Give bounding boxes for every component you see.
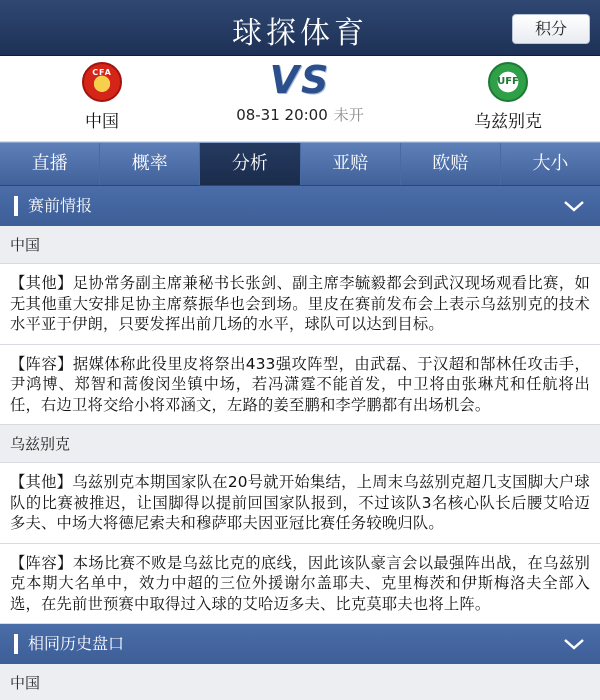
section-header-history[interactable] [0,624,600,664]
intel-paragraph [0,463,600,544]
away-team-logo [488,62,528,102]
home-logo-text: CFA [92,68,112,77]
away-logo-text: UFF [497,76,519,87]
intel-paragraph [0,345,600,426]
intel-paragraph [0,544,600,625]
match-status: 未开 [333,106,364,124]
tab-bar [0,142,600,186]
section-header-prematch[interactable] [0,186,600,226]
vs-block [210,58,390,125]
intel-text: 足协常务副主席兼秘书长张剑、副主席李毓毅都会到武汉现场观看比赛，如无其他重大安排足协主席蔡振华也会到场。里皮在赛前发布会上表示乌兹别克的技术水平亚于伊朗，只要发挥出前几场的水平，球队可以达到目标。 [10,274,590,333]
intel-tag: 【阵容】 [10,354,73,373]
intel-tag: 【其他】 [10,473,73,491]
team-label-home: 中国 [0,226,600,264]
tab-euro-odds[interactable]: 欧赔 [401,143,501,185]
tab-asian-odds[interactable]: 亚赔 [301,143,401,185]
section-title: 赛前情报 [28,196,93,215]
match-header [0,56,600,142]
team-label-home: 中国 [0,664,600,700]
away-team-name: 乌兹别克 [474,112,542,132]
title-bar [0,0,600,56]
section-title: 相同历史盘口 [28,634,125,653]
match-datetime: 08-31 20:00 [236,106,328,124]
away-team[interactable] [438,62,578,132]
intel-paragraph [0,264,600,345]
section-marker [14,196,18,216]
points-button[interactable]: 积分 [512,14,590,44]
chevron-down-icon[interactable] [562,636,586,652]
chevron-down-icon[interactable] [562,198,586,214]
home-team-logo [82,62,122,102]
tab-live[interactable]: 直播 [0,143,100,185]
section-marker [14,634,18,654]
match-info [210,104,390,125]
tab-probability[interactable]: 概率 [100,143,200,185]
team-label-away: 乌兹别克 [0,425,600,463]
intel-text: 据媒体称此役里皮将祭出433强攻阵型，由武磊、于汉超和郜林任攻击手，尹鸿博、郑智和蒿俊闵坐镇中场，若冯潇霆不能首发，中卫将由张琳芃和任航将出任，右边卫将交给小将邓涵文，左路的姜至鹏和李学鹏都有出场机会。 [10,354,590,414]
home-team[interactable] [32,62,172,132]
tab-over-under[interactable]: 大小 [532,153,569,174]
intel-tag: 【其他】 [10,274,73,292]
tab-analysis[interactable]: 分析 [200,143,300,185]
intel-tag: 【阵容】 [10,553,73,572]
intel-text: 本场比赛不败是乌兹比克的底线，因此该队豪言会以最强阵出战，在乌兹别克本期大名单中，效力中超的三位外援谢尔盖耶夫、克里梅茨和伊斯梅洛夫全部入选，在先前世预赛中取得过入球的艾哈迈多夫、比克莫耶夫也将上阵。 [10,553,590,613]
home-team-name: 中国 [85,112,119,132]
intel-text: 乌兹别克本期国家队在20号就开始集结，上周末乌兹别克超几支国脚大户球队的比赛被推迟，让国脚得以提前回国家队报到，不过该队3名核心队长后腰艾哈迈多夫、中场大将德尼索夫和穆萨耶夫因亚冠比赛任务较晚归队。 [10,473,590,532]
vs-label: VS [269,58,331,102]
app-title: 球探体育 [232,16,368,51]
